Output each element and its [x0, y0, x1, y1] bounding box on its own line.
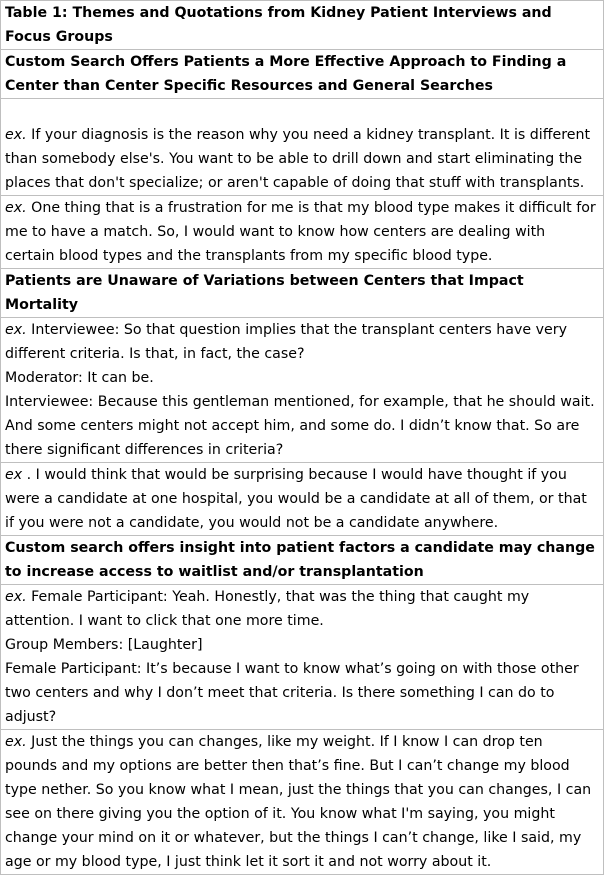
quote-cell-1b: [1, 196, 603, 269]
quote-cell-2b: [1, 463, 603, 536]
quote-paragraph: [5, 196, 599, 268]
quote-paragraph: Group Members: [Laughter]: [5, 637, 203, 653]
quote-paragraph: [5, 123, 599, 195]
quote-paragraph: Interviewee: Because this gentleman mentioned, for example, that he should wait. And some centers might not accept him, and some do. I didn’t know that. So are there significant differences in criteria?: [5, 394, 595, 458]
quote-text: . I would think that would be surprising because I would have thought if you were a candidate at one hospital, you would be a candidate at all of them, or that if you were not a candidate, you would not be a candidate anywhere.: [5, 467, 587, 531]
ex-prefix: ex.: [5, 200, 27, 216]
theme-heading-2: Patients are Unaware of Variations between Centers that Impact Mortality: [1, 269, 603, 318]
ex-prefix: ex.: [5, 589, 27, 605]
quote-cell-1a: [1, 99, 603, 196]
quote-text: Female Participant: Yeah. Honestly, that was the thing that caught my attention. I want to click that one more time.: [5, 589, 530, 629]
ex-prefix: ex.: [5, 322, 27, 338]
theme-heading-1: Custom Search Offers Patients a More Effective Approach to Finding a Center than Center Specific Resources and General Searches: [1, 50, 603, 99]
quote-text: Just the things you can changes, like my weight. If I know I can drop ten pounds and my options are better then that’s fine. But I can’t change my blood type nether. So you know what I mean, just the things that you can changes, I can see on there giving you the option of it. You know what I'm saying, you might change your mind on it or whatever, but the things I can’t change, like I said, my age or my blood type, I just think let it sort it and not worry about it.: [5, 734, 592, 870]
quote-text: One thing that is a frustration for me is that my blood type makes it difficult for me to have a match. So, I would want to know how centers are dealing with certain blood types and the transplants from my specific blood type.: [5, 200, 596, 264]
quote-paragraph: Moderator: It can be.: [5, 370, 154, 386]
ex-prefix: ex.: [5, 734, 27, 750]
quote-text: Interviewee: So that question implies that the transplant centers have very different criteria. Is that, in fact, the case?: [5, 322, 567, 362]
quote-paragraph: [5, 730, 599, 874]
ex-prefix: ex.: [5, 127, 27, 143]
ex-prefix: ex: [5, 467, 23, 483]
quote-text: If your diagnosis is the reason why you need a kidney transplant. It is different than somebody else's. You want to be able to drill down and start eliminating the places that don't specialize; or aren't capable of doing that stuff with transplants.: [5, 127, 591, 191]
quote-paragraph: [5, 463, 599, 535]
quote-cell-2a: [1, 318, 603, 463]
theme-heading-3: Custom search offers insight into patient factors a candidate may change to increase access to waitlist and/or transplantation: [1, 536, 603, 585]
table-caption: Table 1: Themes and Quotations from Kidney Patient Interviews and Focus Groups: [1, 1, 603, 50]
quote-cell-3a: [1, 585, 603, 730]
quote-paragraph: [5, 318, 599, 366]
blank-line: [5, 99, 599, 123]
quote-paragraph: [5, 585, 599, 633]
quote-paragraph: Female Participant: It’s because I want to know what’s going on with those other two centers and why I don’t meet that criteria. Is there something I can do to adjust?: [5, 661, 579, 725]
quote-cell-3b: [1, 730, 603, 875]
